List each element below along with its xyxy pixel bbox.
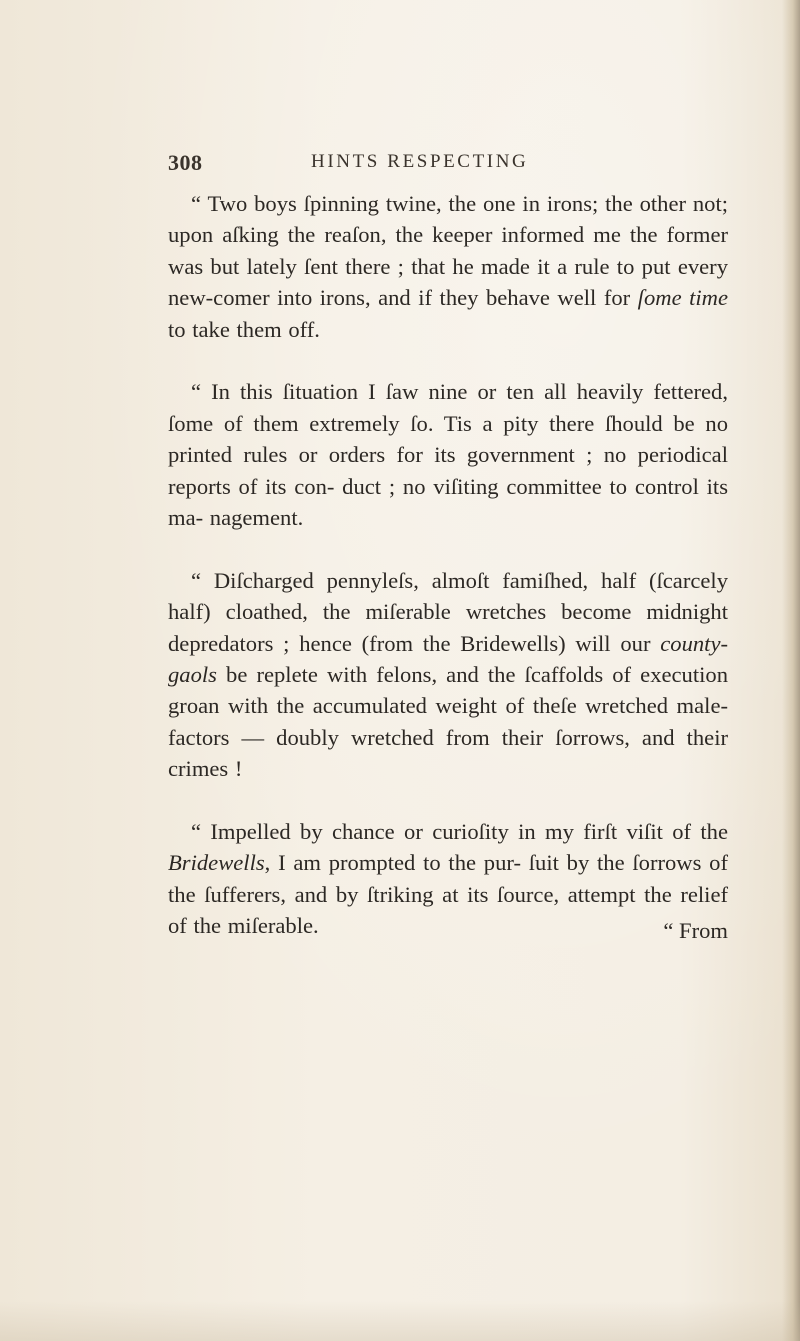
running-head-title: HINTS RESPECTING (311, 151, 529, 172)
text-run: , I am prompted to the pur- ſuit by the ſorrows of the ſufferers, and by ſtriking at its ſource, attempt the relief of the miſerable. (168, 850, 728, 939)
body-text (168, 188, 728, 942)
text-run: “ In this ſituation I ſaw nine or ten all heavily fettered, ſome of them extremely ſo. Tis a pity there ſhould be no printed rules or orders for its government ; no periodical reports of its con- duct ; no viſiting committee to control its ma- nagement. (168, 379, 728, 531)
text-run: “ Impelled by chance or curioſity in my firſt viſit of the (191, 819, 728, 845)
paragraph (168, 376, 728, 533)
catchword: “ From (663, 918, 728, 943)
page-bottom-shadow (0, 1301, 800, 1341)
text-run: to take them off. (168, 316, 320, 342)
text-run: “ Diſcharged pennyleſs, almoſt famiſhed, half (ſcarcely half) cloathed, the miſerable wretches become midnight depredators ; hence (from the Bridewells) will our (168, 567, 728, 656)
paragraph (168, 188, 728, 345)
paragraph (168, 565, 728, 785)
italic-text: Bridewells (168, 850, 265, 876)
page-edge-shadow (782, 0, 800, 1341)
text-run: be replete with felons, and the ſcaffolds of execution groan with the accumulated weight of theſe wretched male- factors — doubly wretched from their ſorrows, and their crimes ! (168, 662, 728, 782)
text-run: “ Two boys ſpinning twine, the one in irons; the other not; upon aſking the reaſon, the keeper informed me the former was but lately ſent there ; that he made it a rule to put every new-comer into irons, and if they behave well for (168, 191, 728, 311)
running-head (168, 150, 728, 180)
italic-text: county-gaols (168, 630, 728, 688)
page-number: 308 (168, 150, 203, 175)
italic-text: ſome time (637, 285, 728, 311)
